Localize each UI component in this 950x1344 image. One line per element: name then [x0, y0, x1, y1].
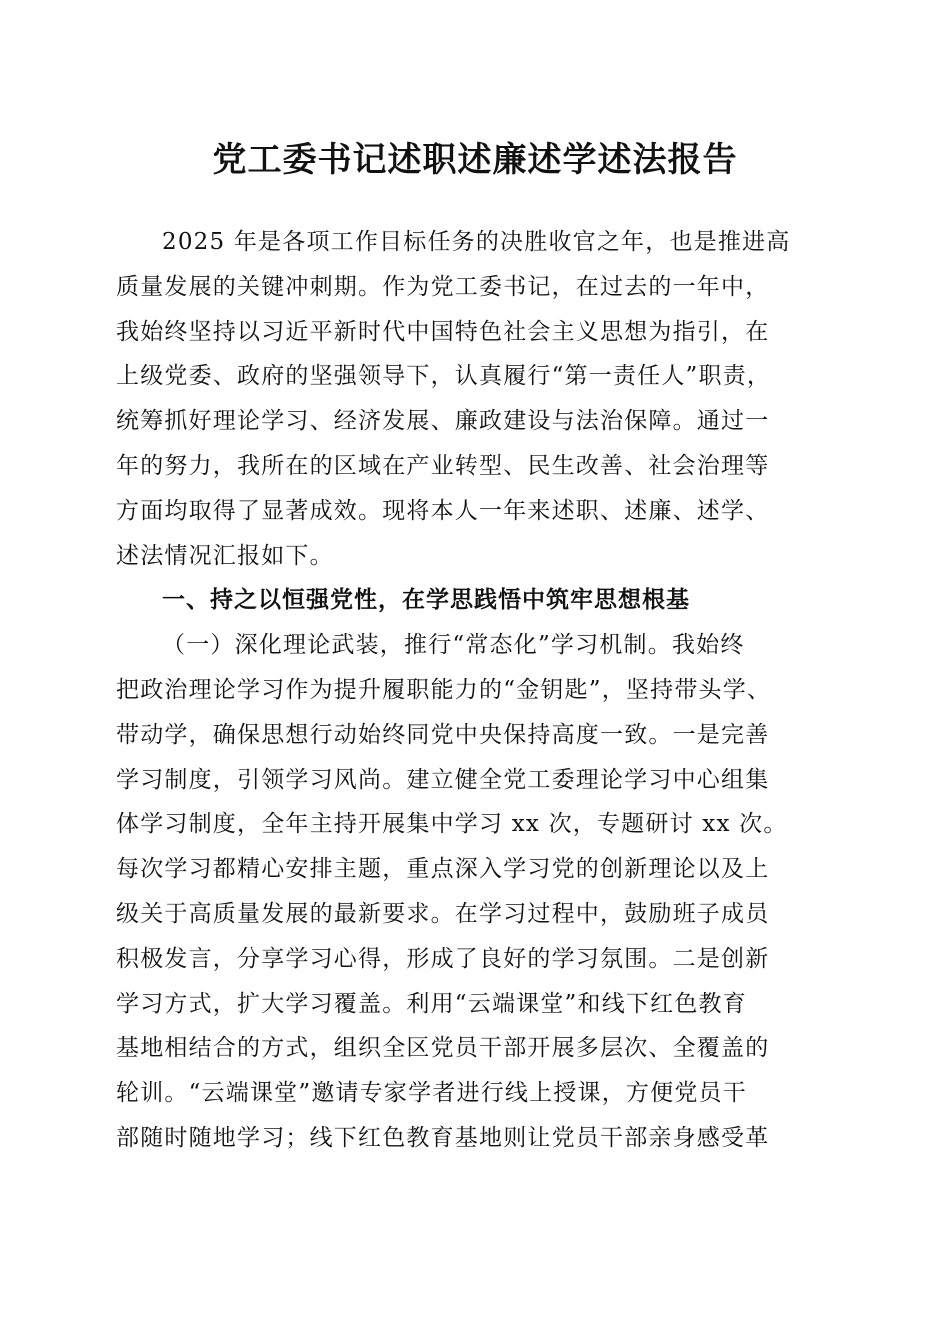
paragraph-line: 方面均取得了显著成效。现将本人一年来述职、述廉、述学、 — [116, 497, 770, 524]
paragraph-line: 带动学，确保思想行动始终同党中央保持高度一致。一是完善 — [116, 721, 770, 748]
paragraph-line: 级关于高质量发展的最新要求。在学习过程中，鼓励班子成员 — [116, 900, 770, 927]
paragraph-line: 体学习制度，全年主持开展集中学习 xx 次，专题研讨 xx 次。 — [116, 811, 788, 838]
document-body — [116, 220, 836, 1161]
paragraph-line: 轮训。“云端课堂”邀请专家学者进行线上授课，方便党员干 — [116, 1080, 747, 1107]
paragraph-line: 基地相结合的方式，组织全区党员干部开展多层次、全覆盖的 — [116, 1035, 770, 1062]
paragraph-line: 部随时随地学习；线下红色教育基地则让党员干部亲身感受革 — [116, 1124, 770, 1151]
paragraph-line: 年的努力，我所在的区域在产业转型、民生改善、社会治理等 — [116, 452, 770, 479]
paragraph-line: 每次学习都精心安排主题，重点深入学习党的创新理论以及上 — [116, 856, 770, 883]
paragraph-line: 学习制度，引领学习风尚。建立健全党工委理论学习中心组集 — [116, 766, 770, 793]
document-title: 党工委书记述职述廉述学述法报告 — [212, 140, 738, 180]
subsection-line: （一）深化理论武装，推行“常态化”学习机制。我始终 — [162, 632, 745, 659]
paragraph-line: 我始终坚持以习近平新时代中国特色社会主义思想为指引，在 — [116, 318, 770, 345]
paragraph-line: 学习方式，扩大学习覆盖。利用“云端课堂”和线下红色教育 — [116, 990, 747, 1017]
paragraph-line: 2025 年是各项工作目标任务的决胜收官之年，也是推进高 — [162, 229, 791, 255]
section-heading: 一、持之以恒强党性，在学思践悟中筑牢思想根基 — [162, 587, 690, 614]
paragraph-line: 述法情况汇报如下。 — [116, 542, 334, 569]
paragraph-line: 上级党委、政府的坚强领导下，认真履行“第一责任人”职责， — [116, 363, 772, 390]
paragraph-line: 积极发言，分享学习心得，形成了良好的学习氛围。二是创新 — [116, 945, 770, 972]
paragraph-line: 把政治理论学习作为提升履职能力的“金钥匙”，坚持带头学、 — [116, 676, 772, 703]
paragraph-line: 统筹抓好理论学习、经济发展、廉政建设与法治保障。通过一 — [116, 408, 770, 435]
paragraph-line: 质量发展的关键冲刺期。作为党工委书记，在过去的一年中， — [116, 273, 770, 300]
